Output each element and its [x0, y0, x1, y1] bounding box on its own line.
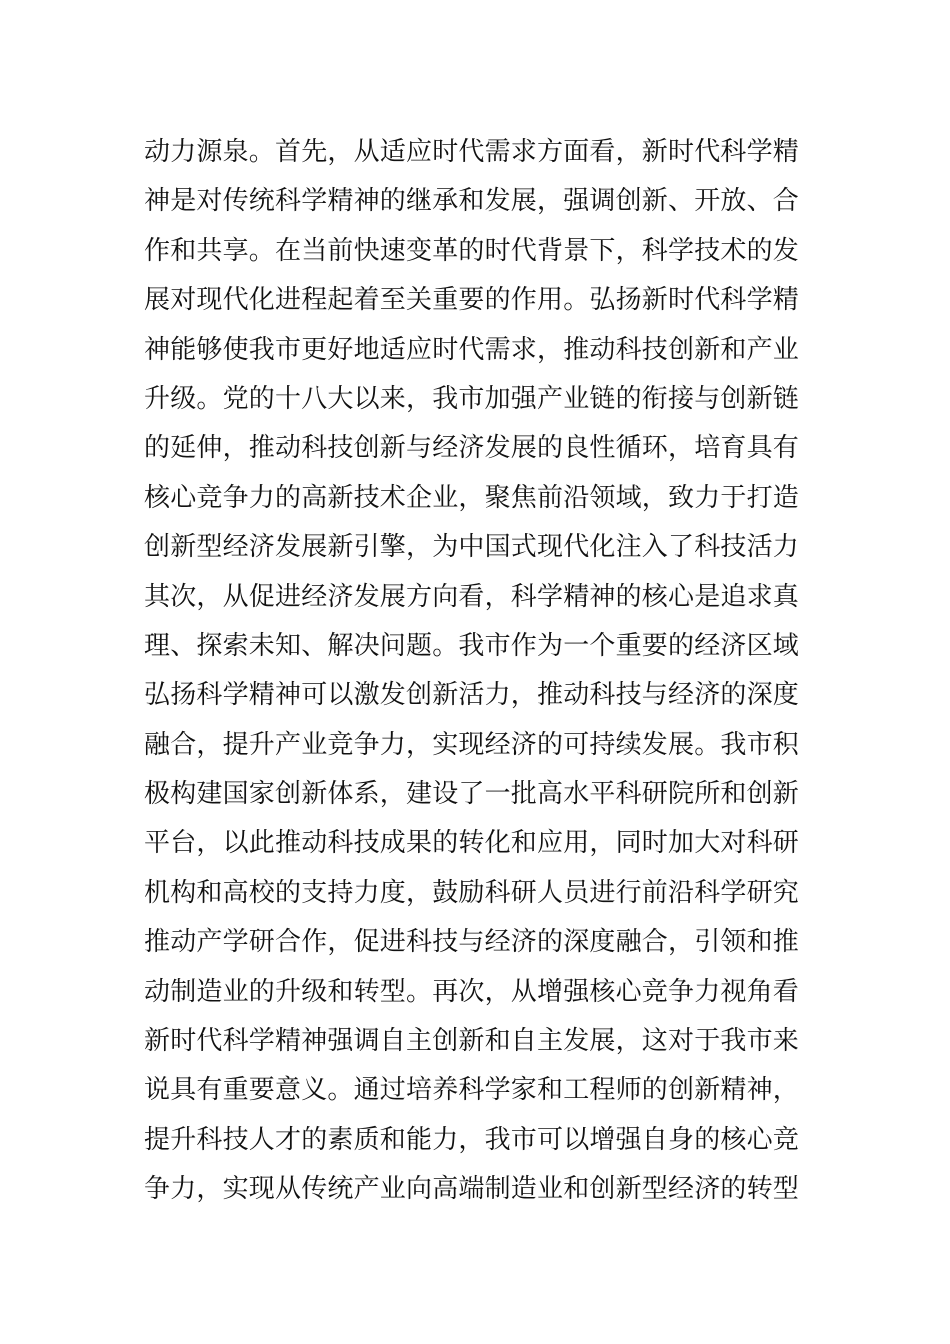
text-line: 动制造业的升级和转型。再次，从增强核心竞争力视角看 — [144, 976, 800, 1007]
text-line: 理、探索未知、解决问题。我市作为一个重要的经济区域 — [144, 630, 800, 661]
text-line: 核心竞争力的高新技术企业，聚焦前沿领域，致力于打造 — [144, 482, 800, 513]
text-line: 提升科技人才的素质和能力，我市可以增强自身的核心竞 — [144, 1124, 800, 1155]
text-line: 的延伸，推动科技创新与经济发展的良性循环，培育具有 — [144, 433, 800, 464]
text-line: 动力源泉。首先，从适应时代需求方面看，新时代科学精 — [144, 137, 800, 167]
text-line: 神能够使我市更好地适应时代需求，推动科技创新和产业 — [144, 334, 800, 365]
text-line: 融合，提升产业竞争力，实现经济的可持续发展。我市积 — [144, 729, 800, 760]
body-text — [144, 128, 824, 1215]
text-line: 展对现代化进程起着至关重要的作用。弘扬新时代科学精 — [144, 285, 800, 316]
text-line: 其次，从促进经济发展方向看，科学精神的核心是追求真 — [144, 581, 800, 612]
text-line: 机构和高校的支持力度，鼓励科研人员进行前沿科学研究 — [144, 877, 800, 908]
text-line: 创新型经济发展新引擎，为中国式现代化注入了科技活力 — [144, 532, 800, 563]
text-line: 推动产学研合作，促进科技与经济的深度融合，引领和推 — [144, 927, 800, 958]
text-line: 争力，实现从传统产业向高端制造业和创新型经济的转型 — [144, 1174, 800, 1205]
text-line: 新时代科学精神强调自主创新和自主发展，这对于我市来 — [144, 1026, 800, 1057]
text-line: 极构建国家创新体系，建设了一批高水平科研院所和创新 — [144, 779, 800, 810]
text-line: 神是对传统科学精神的继承和发展，强调创新、开放、合 — [144, 186, 800, 217]
text-line: 说具有重要意义。通过培养科学家和工程师的创新精神， — [144, 1075, 800, 1106]
text-line: 平台，以此推动科技成果的转化和应用，同时加大对科研 — [144, 828, 800, 859]
text-line: 作和共享。在当前快速变革的时代背景下，科学技术的发 — [144, 235, 800, 266]
text-line: 弘扬科学精神可以激发创新活力，推动科技与经济的深度 — [144, 680, 800, 711]
text-line: 升级。党的十八大以来，我市加强产业链的衔接与创新链 — [144, 383, 800, 414]
